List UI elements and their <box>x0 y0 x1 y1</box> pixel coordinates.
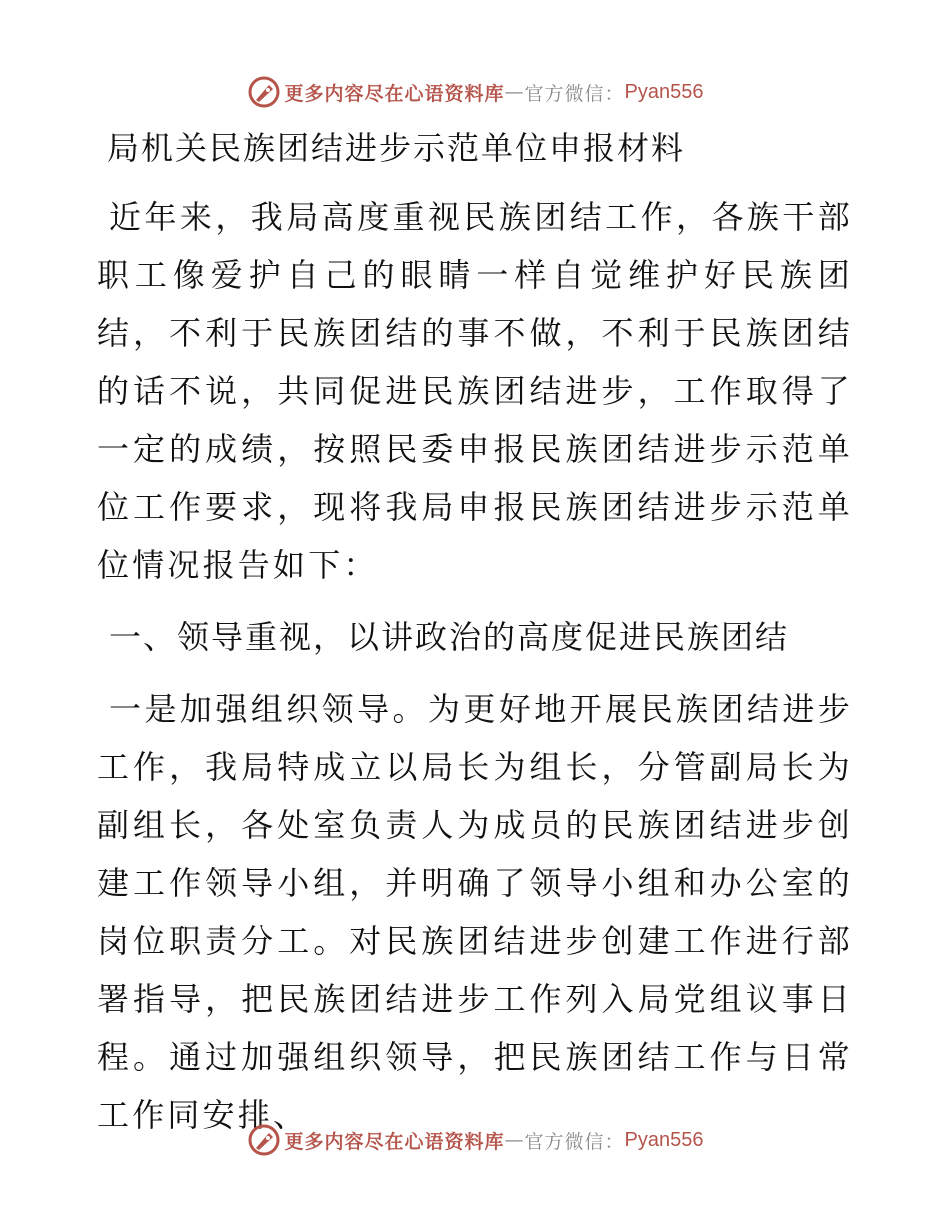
document-body <box>97 122 853 1158</box>
watermark-main-text: 更多内容尽在心语资料库 <box>284 1130 505 1153</box>
watermark-wechat-id: Pyan556 <box>624 1128 704 1151</box>
watermark-wechat-id: Pyan556 <box>624 80 704 103</box>
intro-paragraph: 近年来，我局高度重视民族团结工作，各族干部职工像爱护自己的眼睛一样自觉维护好民族团结，不利于民族团结的事不做，不利于民族团结的话不说，共同促进民族团结进步，工作取得了一定的成绩，按照民委申报民族团结进步示范单位工作要求，现将我局申报民族团结进步示范单位情况报告如下： <box>97 198 853 584</box>
pen-nib-logo-icon <box>247 75 281 109</box>
watermark-main-text: 更多内容尽在心语资料库 <box>284 82 505 105</box>
watermark-banner-bottom <box>0 1120 950 1160</box>
watermark-wechat-label: 官方微信： <box>524 1130 625 1153</box>
watermark-banner-top <box>0 72 950 112</box>
watermark-wechat-label: 官方微信： <box>524 82 625 105</box>
pen-nib-logo-icon <box>247 1123 281 1157</box>
watermark-separator: — <box>504 81 525 103</box>
section1-paragraph: 一是加强组织领导。为更好地开展民族团结进步工作，我局特成立以局长为组长，分管副局长为副组长，各处室负责人为成员的民族团结进步创建工作领导小组，并明确了领导小组和办公室的岗位职责分工。对民族团结进步创建工作进行部署指导，把民族团结进步工作列入局党组议事日程。通过加强组织领导，把民族团结工作与日常工作同安排、 <box>97 690 853 1134</box>
document-title: 局机关民族团结进步示范单位申报材料 <box>107 129 686 167</box>
watermark-separator: — <box>504 1129 525 1151</box>
section1-heading: 一、领导重视，以讲政治的高度促进民族团结 <box>109 618 790 656</box>
